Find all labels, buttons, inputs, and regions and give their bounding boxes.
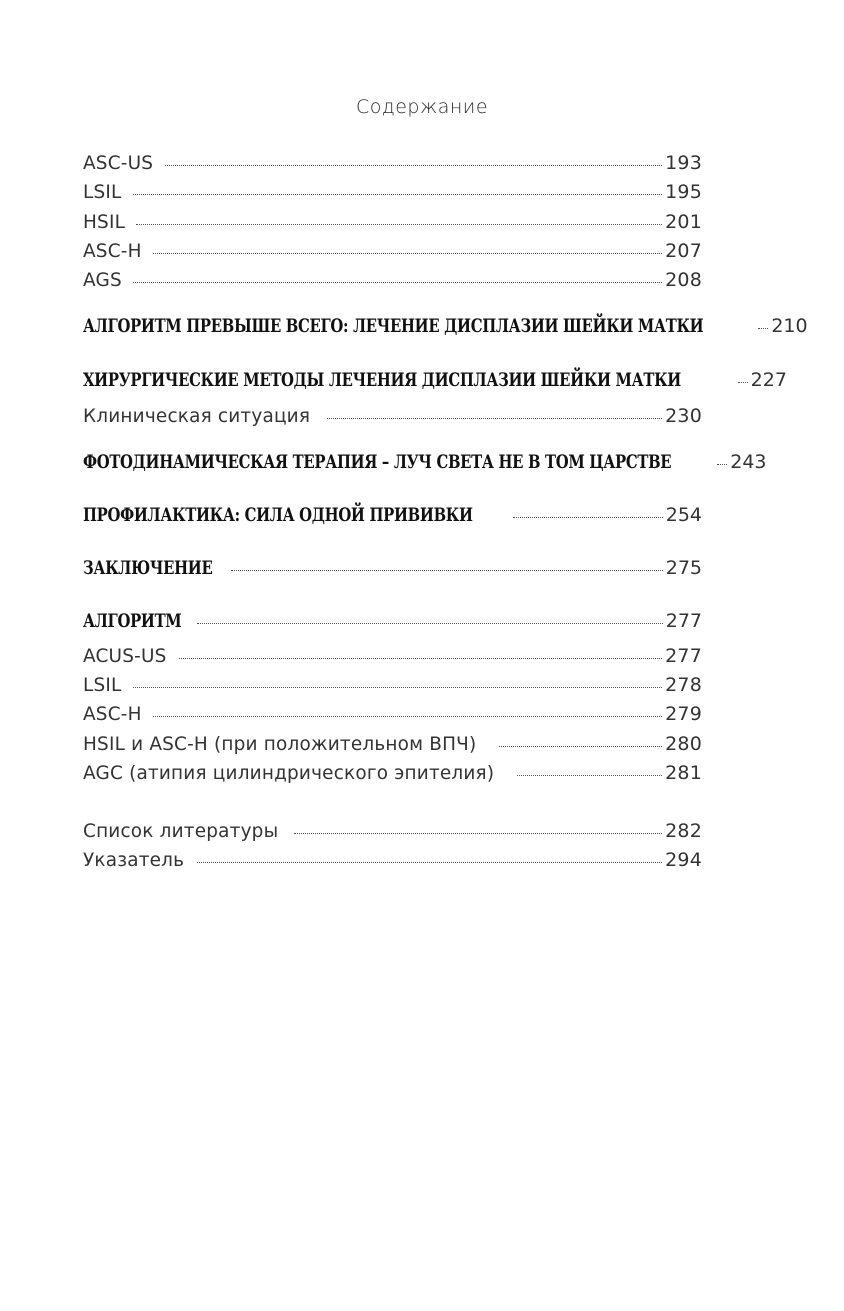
- dot-leader: [758, 328, 768, 329]
- toc-entry-label: HSIL и ASC-H (при положительном ВПЧ): [83, 733, 477, 755]
- toc-entry-ags[interactable]: [83, 269, 702, 291]
- toc-entry-page: 207: [665, 240, 702, 262]
- toc-chapter-photodynamic[interactable]: [83, 451, 767, 473]
- dot-leader: [197, 623, 663, 624]
- toc-entry-label: ACUS-US: [83, 645, 167, 667]
- toc-entry-label: ASC-H: [83, 240, 142, 262]
- dot-leader: [136, 224, 662, 225]
- toc-entry-page: 193: [665, 152, 702, 174]
- dot-leader: [133, 282, 662, 283]
- toc-entry-page: 201: [665, 211, 702, 233]
- page-title: Содержание: [355, 96, 489, 118]
- toc-entry-page: 278: [665, 674, 702, 696]
- toc-entry-lsil[interactable]: [83, 181, 702, 203]
- dot-leader: [738, 382, 748, 383]
- dot-leader: [517, 775, 662, 776]
- toc-entry-label: Клиническая ситуация: [83, 405, 311, 427]
- dot-leader: [179, 658, 662, 659]
- toc-chapter-surgical-methods[interactable]: [83, 369, 787, 391]
- dot-leader: [165, 165, 662, 166]
- toc-chapter-label: АЛГОРИТМ: [83, 610, 182, 632]
- toc-chapter-page: 227: [750, 369, 787, 391]
- toc-chapter-algorithm[interactable]: [83, 610, 702, 632]
- toc-entry-index[interactable]: [83, 849, 702, 871]
- dot-leader: [197, 862, 662, 863]
- toc-entry-label: AGC (атипия цилиндрического эпителия): [83, 762, 495, 784]
- toc-chapter-prevention[interactable]: [83, 504, 702, 526]
- toc-entry-page: 279: [665, 703, 702, 725]
- dot-leader: [717, 464, 727, 465]
- toc-entry-page: 294: [665, 849, 702, 871]
- toc-entry-bibliography[interactable]: [83, 820, 702, 842]
- toc-entry-label: ASC-H: [83, 703, 142, 725]
- toc-entry-page: 280: [665, 733, 702, 755]
- toc-entry-label: Указатель: [83, 849, 185, 871]
- toc-chapter-label: ЗАКЛЮЧЕНИЕ: [83, 557, 213, 579]
- toc-chapter-conclusion[interactable]: [83, 557, 702, 579]
- toc-entry-asc-us[interactable]: [83, 152, 702, 174]
- dot-leader: [153, 253, 662, 254]
- toc-entry-hsil[interactable]: [83, 211, 702, 233]
- toc-entry-label: AGS: [83, 269, 122, 291]
- toc-entry-page: 230: [665, 405, 702, 427]
- toc-chapter-label: АЛГОРИТМ ПРЕВЫШЕ ВСЕГО: ЛЕЧЕНИЕ ДИСПЛАЗИИ ШЕЙКИ МАТКИ: [83, 315, 704, 337]
- dot-leader: [327, 418, 662, 419]
- toc-entry-label: Список литературы: [83, 820, 279, 842]
- toc-entry-label: LSIL: [83, 181, 122, 203]
- toc-entry-label: LSIL: [83, 674, 122, 696]
- toc-chapter-label: ХИРУРГИЧЕСКИЕ МЕТОДЫ ЛЕЧЕНИЯ ДИСПЛАЗИИ ШЕЙКИ МАТКИ: [83, 369, 681, 391]
- dot-leader: [513, 517, 663, 518]
- toc-entry-page: 195: [665, 181, 702, 203]
- toc-entry-label: HSIL: [83, 211, 126, 233]
- toc-entry-agc[interactable]: [83, 762, 702, 784]
- toc-entry-asc-h-2[interactable]: [83, 703, 702, 725]
- toc-entry-page: 208: [665, 269, 702, 291]
- toc-chapter-algorithm-treatment[interactable]: [83, 315, 808, 337]
- toc-entry-lsil-2[interactable]: [83, 674, 702, 696]
- dot-leader: [153, 716, 662, 717]
- toc-chapter-label: ПРОФИЛАКТИКА: СИЛА ОДНОЙ ПРИВИВКИ: [83, 504, 473, 526]
- dot-leader: [133, 687, 662, 688]
- toc-chapter-page: 210: [771, 315, 808, 337]
- toc-chapter-page: 275: [665, 557, 702, 579]
- toc-chapter-page: 254: [665, 504, 702, 526]
- toc-entry-acus-us[interactable]: [83, 645, 702, 667]
- toc-entry-page: 277: [665, 645, 702, 667]
- dot-leader: [499, 746, 663, 747]
- dot-leader: [133, 194, 662, 195]
- toc-entry-clinical-case[interactable]: [83, 405, 702, 427]
- dot-leader: [294, 833, 662, 834]
- toc-entry-page: 282: [665, 820, 702, 842]
- toc-chapter-label: ФОТОДИНАМИЧЕСКАЯ ТЕРАПИЯ – ЛУЧ СВЕТА НЕ В ТОМ ЦАРСТВЕ: [83, 451, 672, 473]
- toc-chapter-page: 243: [730, 451, 767, 473]
- toc-entry-asc-h[interactable]: [83, 240, 702, 262]
- dot-leader: [231, 570, 663, 571]
- toc-entry-label: ASC-US: [83, 152, 154, 174]
- toc-entry-page: 281: [665, 762, 702, 784]
- toc-entry-hsil-asc-h[interactable]: [83, 733, 702, 755]
- toc-chapter-page: 277: [665, 610, 702, 632]
